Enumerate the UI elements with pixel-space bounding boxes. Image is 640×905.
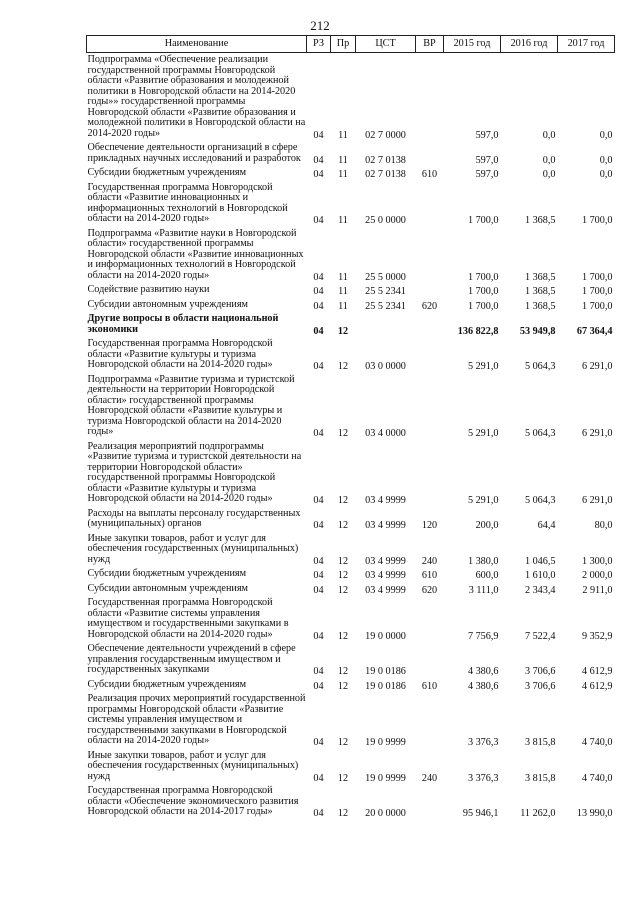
row-cst: 02 7 0138: [365, 154, 406, 166]
row-rz: 04: [313, 286, 324, 297]
table-row: [87, 596, 615, 642]
row-name: Государственная программа Новгородской области «Развитие культуры и туризма Новгородской области на 2014-2020 годы»: [87, 338, 273, 370]
row-2015: 1 380,0: [467, 555, 499, 567]
row-2016: 11 262,0: [520, 808, 556, 819]
header-pr: Пр: [331, 36, 356, 53]
row-2015: 7 756,9: [467, 630, 499, 642]
row-name: Подпрограмма «Развитие туризма и туристской деятельности на территории Новгородской области» государственной программы Новгородской области «Развитие культуры и туризма Новгородской области на 2014-2020 годы»: [87, 373, 295, 437]
row-2017: 13 990,0: [576, 808, 613, 819]
row-vr: 240: [421, 555, 438, 567]
row-2015: 5 291,0: [467, 361, 499, 372]
row-name: Субсидии бюджетным учреждениям: [87, 568, 247, 579]
row-rz: 04: [313, 428, 324, 439]
table-row: [87, 678, 615, 693]
row-2017: 67 364,4: [576, 325, 613, 337]
row-vr: [416, 440, 444, 507]
row-name: Субсидии автономным учреждениям: [87, 582, 248, 594]
row-pr: 11: [338, 286, 348, 297]
row-vr: [416, 337, 444, 373]
row-pr: 12: [337, 666, 349, 677]
row-rz: 04: [313, 154, 324, 166]
row-2016: 7 522,4: [524, 630, 556, 642]
table-row: [87, 373, 615, 440]
row-vr: [416, 373, 444, 440]
row-2017: 9 352,9: [581, 630, 613, 642]
row-2017: 4 740,0: [581, 737, 613, 748]
row-2015: 200,0: [475, 520, 499, 531]
row-cst: 03 0 0000: [365, 361, 406, 372]
row-name: Обеспечение деятельности учреждений в сфере управления государственным имуществом и государственных закупками: [87, 643, 296, 675]
header-name: Наименование: [87, 36, 307, 53]
row-cst: 25 5 2341: [365, 286, 406, 297]
row-pr: 12: [337, 428, 349, 439]
row-2015: 1 700,0: [467, 271, 499, 283]
row-2017: 6 291,0: [581, 495, 613, 506]
header-vr: ВР: [416, 36, 444, 53]
budget-table: [86, 35, 615, 820]
row-2015: 1 700,0: [467, 300, 499, 312]
row-cst: 19 0 9999: [365, 772, 406, 784]
row-pr: 12: [337, 808, 349, 819]
row-vr: [416, 596, 444, 642]
table-row: [87, 642, 615, 678]
table-row: [87, 337, 615, 373]
row-cst: 19 0 0000: [365, 630, 406, 642]
row-vr: 240: [421, 772, 438, 784]
row-name: Субсидии автономным учреждениям: [87, 298, 248, 310]
row-pr: 12: [337, 570, 349, 581]
row-2016: 5 064,3: [524, 361, 556, 372]
row-vr: [416, 181, 444, 227]
row-name: Другие вопросы в области национальной экономики: [87, 313, 279, 335]
row-cst: 03 4 9999: [365, 584, 406, 596]
row-cst: 25 5 0000: [365, 271, 406, 283]
row-name: Государственная программа Новгородской области «Развитие инновационных и информационных технологий в Новгородской области на 2014-2020 годы»: [87, 181, 288, 224]
row-name: Государственная программа Новгородской области «Развитие системы управления имуществом и государственными закупками в Новгородской области на 2014-2020 годы»: [87, 597, 289, 640]
row-2017: 1 300,0: [581, 555, 613, 567]
row-name: Иные закупки товаров, работ и услуг для обеспечения государственных (муниципальных) нужд: [87, 532, 299, 565]
row-2015: 5 291,0: [467, 428, 499, 439]
row-pr: 12: [337, 325, 349, 337]
row-2016: 1 368,5: [524, 215, 556, 226]
row-2016: 1 368,5: [524, 300, 556, 312]
row-rz: 04: [313, 666, 324, 677]
row-name: Иные закупки товаров, работ и услуг для обеспечения государственных (муниципальных) нужд: [87, 749, 299, 782]
row-2017: 4 612,9: [581, 666, 613, 677]
row-2016: 64,4: [537, 520, 556, 531]
row-2015: 1 700,0: [467, 286, 499, 297]
row-2016: 2 343,4: [524, 584, 556, 596]
header-row: [87, 36, 615, 53]
row-2015: 3 111,0: [468, 584, 499, 596]
row-name: Содействие развитию науки: [87, 284, 210, 295]
row-rz: 04: [313, 680, 324, 692]
row-cst: 19 0 0186: [365, 680, 406, 692]
row-2017: 6 291,0: [581, 361, 613, 372]
row-2016: 3 815,8: [524, 772, 556, 784]
row-2017: 4 612,9: [581, 680, 613, 692]
table-row: [87, 507, 615, 532]
row-2015: 597,0: [475, 169, 499, 180]
row-pr: 11: [338, 129, 348, 141]
row-cst: [356, 312, 416, 337]
table-row: [87, 692, 615, 749]
table-row: [87, 283, 615, 298]
row-2016: 1 368,5: [524, 271, 556, 283]
row-pr: 11: [338, 215, 348, 226]
header-rz: РЗ: [307, 36, 331, 53]
row-rz: 04: [313, 215, 324, 226]
row-name: Реализация мероприятий подпрограммы «Развитие туризма и туристской деятельности на территории Новгородской области» государственной программы Новгородской области «Развитие культуры и туризма Новгородской области на 2014-2020 годы»: [87, 440, 302, 504]
row-pr: 12: [337, 495, 349, 506]
row-vr: 610: [421, 169, 438, 180]
table-row: [87, 567, 615, 582]
row-2016: 5 064,3: [524, 495, 556, 506]
row-rz: 04: [313, 325, 324, 337]
row-2015: 600,0: [475, 570, 499, 581]
row-pr: 12: [337, 737, 349, 748]
table-row: [87, 298, 615, 313]
row-vr: [416, 141, 444, 166]
header-cst: ЦСТ: [356, 36, 416, 53]
row-vr: [416, 227, 444, 284]
row-cst: 19 0 9999: [365, 737, 406, 748]
row-rz: 04: [313, 520, 324, 531]
row-rz: 04: [313, 737, 324, 748]
table-row: [87, 784, 615, 820]
row-2015: 597,0: [475, 154, 499, 166]
row-vr: [416, 642, 444, 678]
row-cst: 02 7 0138: [365, 169, 406, 180]
row-2017: 80,0: [594, 520, 613, 531]
row-rz: 04: [313, 169, 324, 180]
row-vr: [416, 784, 444, 820]
row-2016: 1 610,0: [524, 570, 556, 581]
row-pr: 12: [337, 630, 349, 642]
row-2016: 53 949,8: [519, 325, 556, 337]
row-vr: [416, 692, 444, 749]
row-pr: 11: [338, 271, 348, 283]
table-row: [87, 53, 615, 142]
row-rz: 04: [313, 584, 324, 596]
row-rz: 04: [313, 361, 324, 372]
row-2017: 2 000,0: [581, 570, 613, 581]
row-pr: 12: [337, 772, 349, 784]
row-vr: 610: [421, 680, 438, 692]
row-pr: 12: [337, 520, 349, 531]
row-rz: 04: [313, 630, 324, 642]
row-2015: 3 376,3: [467, 737, 499, 748]
table-row: [87, 227, 615, 284]
row-2016: 0,0: [542, 129, 556, 141]
row-name: Субсидии бюджетным учреждениям: [87, 167, 247, 178]
row-pr: 12: [337, 361, 349, 372]
table-row: [87, 181, 615, 227]
table-row: [87, 166, 615, 181]
row-2016: 0,0: [542, 169, 556, 180]
table-row: [87, 532, 615, 568]
row-name: Расходы на выплаты персоналу государственных (муниципальных) органов: [87, 507, 301, 529]
row-2017: 0,0: [599, 154, 613, 166]
row-2016: 1 368,5: [524, 286, 556, 297]
header-2017: 2017 год: [558, 36, 615, 53]
row-name: Подпрограмма «Развитие науки в Новгородской области» государственной программы Новгородской области «Развитие инновационных и информационных технологий в Новгородской области на 2014-2020 годы»: [87, 227, 304, 281]
row-vr: [416, 312, 444, 337]
row-cst: 03 4 9999: [365, 495, 406, 506]
row-name: Государственная программа Новгородской области «Обеспечение экономического развития Новгородской области на 2014-2017 годы»: [87, 785, 299, 817]
header-2016: 2016 год: [501, 36, 558, 53]
row-2016: 5 064,3: [524, 428, 556, 439]
row-2017: 1 700,0: [581, 215, 613, 226]
row-cst: 25 0 0000: [365, 215, 406, 226]
row-2017: 1 700,0: [581, 271, 613, 283]
row-name: Обеспечение деятельности организаций в сфере прикладных научных исследований и разработок: [87, 142, 301, 164]
row-2015: 4 380,6: [467, 666, 499, 677]
row-vr: 610: [421, 570, 438, 581]
row-rz: 04: [313, 808, 324, 819]
table-row: [87, 440, 615, 507]
row-cst: 02 7 0000: [365, 129, 406, 141]
row-vr: [416, 53, 444, 142]
row-name: Реализация прочих мероприятий государственной программы Новгородской области «Развитие системы управления имуществом и государственными закупками в Новгородской области на 2014-2020 годы»: [87, 693, 306, 746]
row-vr: 620: [421, 300, 438, 312]
row-pr: 11: [338, 169, 348, 180]
row-2016: 3 815,8: [524, 737, 556, 748]
row-2017: 1 700,0: [581, 300, 613, 312]
row-2015: 3 376,3: [467, 772, 499, 784]
row-rz: 04: [313, 271, 324, 283]
row-cst: 20 0 0000: [365, 808, 406, 819]
table-body: [87, 53, 615, 820]
row-2016: 1 046,5: [524, 555, 556, 567]
row-2015: 95 946,1: [462, 808, 499, 819]
row-cst: 03 4 9999: [365, 520, 406, 531]
row-cst: 25 5 2341: [365, 300, 406, 312]
row-2017: 0,0: [599, 129, 613, 141]
row-pr: 12: [337, 584, 349, 596]
row-rz: 04: [313, 495, 324, 506]
table-row: [87, 312, 615, 337]
row-2017: 1 700,0: [581, 286, 613, 297]
row-name: Подпрограмма «Обеспечение реализации государственной программы Новгородской области «Развитие образования и молодежной политики в Новгородской области на 2014-2020 годы»» государственной программы Новгородской области «Развитие образования и молодежной политики в Новгородской области на 2014-2020 годы»: [87, 54, 306, 139]
row-vr: 120: [421, 520, 438, 531]
row-2017: 6 291,0: [581, 428, 613, 439]
row-2016: 3 706,6: [524, 666, 556, 677]
table-row: [87, 749, 615, 785]
row-2016: 0,0: [542, 154, 556, 166]
row-cst: 03 4 9999: [365, 555, 406, 567]
row-2015: 597,0: [475, 129, 499, 141]
row-rz: 04: [313, 129, 324, 141]
row-pr: 11: [338, 154, 348, 166]
row-pr: 11: [338, 300, 348, 312]
row-name: Субсидии бюджетным учреждениям: [87, 678, 247, 690]
header-2015: 2015 год: [444, 36, 501, 53]
row-pr: 12: [337, 680, 349, 692]
row-2017: 2 911,0: [582, 584, 613, 596]
row-cst: 03 4 9999: [365, 570, 406, 581]
row-2017: 0,0: [599, 169, 613, 180]
table-row: [87, 141, 615, 166]
row-2015: 4 380,6: [467, 680, 499, 692]
row-2015: 136 822,8: [457, 325, 499, 337]
row-cst: 03 4 0000: [365, 428, 406, 439]
row-cst: 19 0 0186: [365, 666, 406, 677]
page-number: 212: [310, 18, 330, 33]
row-vr: 620: [421, 584, 438, 596]
row-2015: 5 291,0: [467, 495, 499, 506]
row-rz: 04: [313, 772, 324, 784]
row-rz: 04: [313, 300, 324, 312]
table-row: [87, 582, 615, 597]
row-pr: 12: [337, 555, 349, 567]
row-rz: 04: [313, 555, 324, 567]
row-2016: 3 706,6: [524, 680, 556, 692]
row-vr: [416, 283, 444, 298]
row-rz: 04: [313, 570, 324, 581]
row-2015: 1 700,0: [467, 215, 499, 226]
row-2017: 4 740,0: [581, 772, 613, 784]
